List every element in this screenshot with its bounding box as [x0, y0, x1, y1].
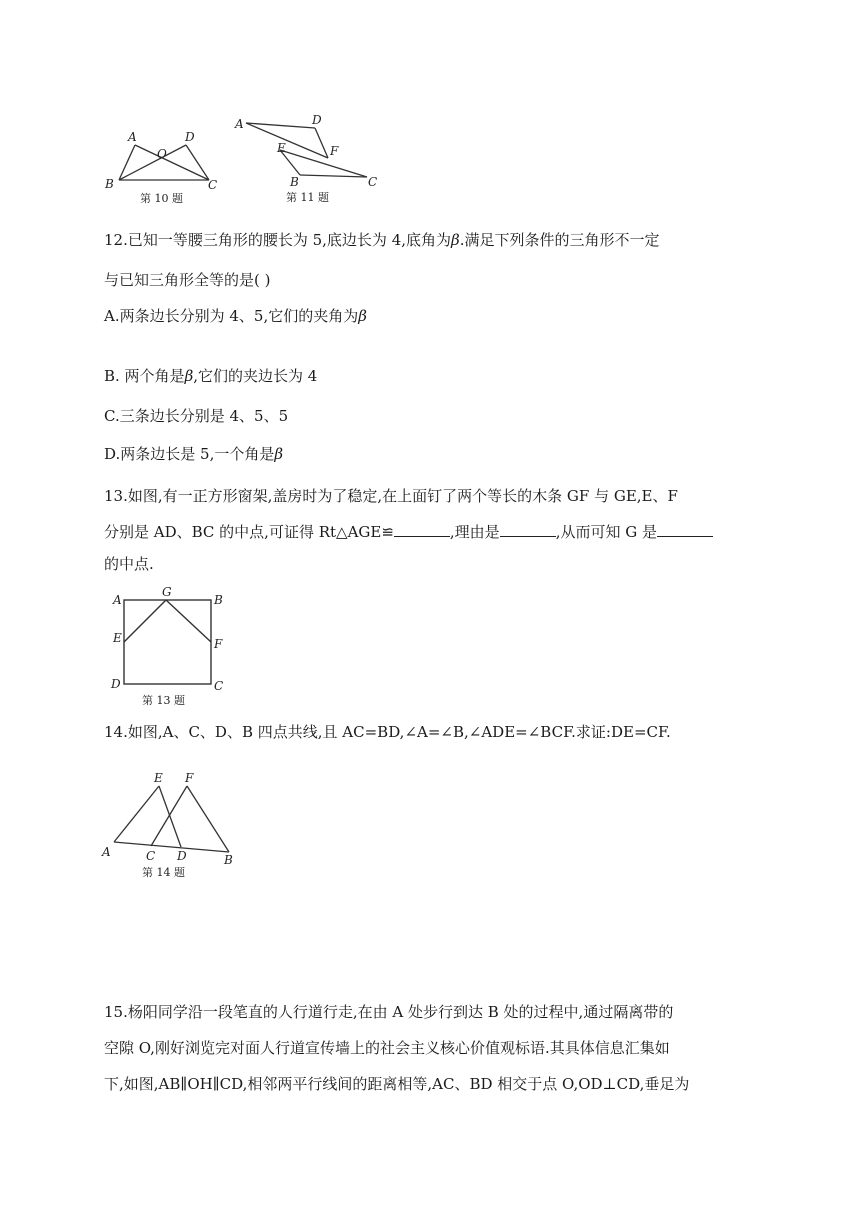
fig14-label-A: A — [102, 845, 111, 859]
fig13-label-E: E — [113, 631, 122, 645]
fig10-label-C: C — [208, 178, 218, 192]
figure-13 — [104, 584, 244, 708]
fig13-label-F: F — [214, 637, 223, 651]
figure-11 — [230, 108, 390, 208]
q13-line-2 — [104, 522, 713, 542]
fig10-label-O: O — [157, 147, 167, 161]
fig10-caption: 第 10 题 — [140, 192, 183, 205]
fig10-label-A: A — [128, 130, 137, 144]
fig14-label-C: C — [146, 849, 156, 863]
fig14-label-E: E — [154, 771, 163, 785]
fig13-label-A: A — [113, 593, 122, 607]
beta-symbol: β — [451, 231, 460, 249]
fig11-label-E: E — [277, 141, 286, 155]
fig13-label-B: B — [214, 593, 223, 607]
q13-stem-text-3: 的中点. — [104, 555, 154, 573]
fig11-label-F: F — [330, 144, 339, 158]
q15-line-2 — [104, 1038, 670, 1058]
fig14-label-D: D — [177, 849, 187, 863]
q12-stem-text-2: 与已知三角形全等的是( ) — [104, 271, 271, 289]
fig13-label-C: C — [214, 679, 224, 693]
q12-option-c — [104, 406, 288, 426]
q15-line-3 — [104, 1074, 689, 1094]
q13-stem-text-2b: ,理由是 — [449, 523, 500, 541]
q12-option-b-tail: ,它们的夹边长为 4 — [193, 367, 318, 385]
fig10-label-B: B — [105, 177, 114, 191]
fig14-label-B: B — [224, 853, 233, 867]
figure-10 — [100, 128, 230, 208]
q12-option-b — [104, 366, 317, 386]
fig13-label-D: D — [111, 677, 121, 691]
q13-stem-text-2a: 分别是 AD、BC 的中点,可证得 Rt△AGE≌ — [104, 523, 394, 541]
fig11-label-A: A — [235, 117, 244, 131]
fig14-caption: 第 14 题 — [142, 866, 185, 879]
fig14-label-F: F — [185, 771, 194, 785]
fig13-caption: 第 13 题 — [142, 694, 185, 707]
q12-option-b-text: B. 两个角是 — [104, 367, 185, 385]
q12-option-a — [104, 306, 367, 326]
q14-text-line — [104, 722, 671, 742]
beta-symbol: β — [358, 307, 367, 325]
q15-stem-text-2: 空隙 O,刚好浏览完对面人行道宣传墙上的社会主义核心价值观标语.其具体信息汇集如 — [104, 1039, 670, 1057]
q12-line-2 — [104, 270, 270, 290]
q15-line-1 — [104, 1002, 673, 1022]
q12-stem-text-tail: .满足下列条件的三角形不一定 — [459, 231, 660, 249]
fig11-label-C: C — [368, 175, 378, 189]
fig11-caption: 第 11 题 — [286, 191, 329, 204]
q14-stem-text: 14.如图,A、C、D、B 四点共线,且 AC=BD,∠A=∠B,∠ADE=∠BCF.求证:DE=CF. — [104, 723, 671, 741]
q12-option-c-text: C.三条边长分别是 4、5、5 — [104, 407, 289, 425]
q12-option-d-text: D.两条边长是 5,一个角是 — [104, 445, 275, 463]
answer-blank-2[interactable] — [500, 522, 556, 537]
q15-stem-text-1: 15.杨阳同学沿一段笔直的人行道行走,在由 A 处步行到达 B 处的过程中,通过隔离带的 — [104, 1003, 674, 1021]
beta-symbol: β — [184, 367, 194, 385]
q12-line-1 — [104, 230, 659, 250]
fig11-label-D: D — [312, 113, 322, 127]
beta-symbol: β — [274, 445, 284, 463]
fig13-label-G: G — [162, 585, 172, 599]
q12-option-a-text: A.两条边长分别为 4、5,它们的夹角为 — [104, 307, 359, 325]
q13-stem-text-2c: ,从而可知 G 是 — [555, 523, 657, 541]
q12-option-d — [104, 444, 283, 464]
answer-blank-3[interactable] — [657, 522, 713, 537]
fig11-label-B: B — [290, 175, 299, 189]
q15-stem-text-3: 下,如图,AB∥OH∥CD,相邻两平行线间的距离相等,AC、BD 相交于点 O,OD⊥CD,垂足为 — [104, 1075, 690, 1093]
figure-14 — [100, 770, 250, 882]
fig10-label-D: D — [185, 130, 195, 144]
q13-line-1 — [104, 486, 678, 506]
answer-blank-1[interactable] — [394, 522, 450, 537]
q13-stem-text-1: 13.如图,有一正方形窗架,盖房时为了稳定,在上面钉了两个等长的木条 GF 与 GE,E、F — [104, 487, 678, 505]
q13-line-3 — [104, 554, 154, 574]
q12-stem-text: 12.已知一等腰三角形的腰长为 5,底边长为 4,底角为 — [104, 231, 452, 249]
